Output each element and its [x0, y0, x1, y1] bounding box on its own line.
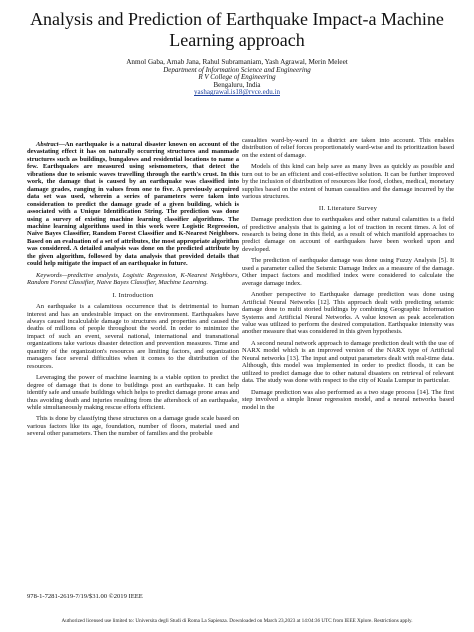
isbn-footer: 978-1-7281-2619-7/19/$31.00 ©2019 IEEE: [27, 593, 143, 600]
intro-paragraph-3: This is done by classifying these structures on a damage grade scale based on various factors like its age, foundation, number of floors, material used and several other parameters. Then the number of families and the probable: [27, 415, 239, 438]
author-block: [60, 59, 414, 97]
section-heading-literature-survey: II. Literature Survey: [318, 204, 378, 212]
author-department: Department of Information Science and Engineering: [163, 65, 311, 74]
paper-title: Analysis and Prediction of Earthquake Impact-a Machine Learning approach: [30, 9, 444, 50]
abstract-text: —An earthquake is a natural disaster known on account of the devastating effect it has on naturally occurring structures and manmade structures such as buildings, bungalows and residential locations to name a few. Earthquakes are measured using seismometers, that detect the vibrations due to seismic waves travelling through the earth's crust. In this work, the damage that is caused by an earthquake was classified into damage grades, ranging in values from one to five. A previously acquired data set was used, wherein a series of parameters were taken into consideration to predict the damage grade of a given building, which is associated with a Unique Identification String. The prediction was done using a survey of existing machine learning classifier algorithms. The machine learning algorithms used in this work were Logistic Regression, Naive Bayes Classifier, Random Forest Classifier and K-Nearest Neighbors. Based on an evaluation of a set of attributes, the most appropriate algorithm was considered. A detailed analysis was done on the predicted attribute by the given algorithm, followed by data analysis that provided details that could help mitigate the impact of an earthquake in future.: [27, 141, 239, 268]
lit-paragraph-1: Damage prediction due to earthquakes and other natural calamities is a field of predictive analysis that is gaining a lot of traction in recent times. A lot of research is being done in this field, as a result of which manifold approaches to predict damage on account of earthquakes have been worked upon and developed.: [242, 216, 454, 253]
license-notice: Authorized licensed use limited to: Universita degli Studi di Roma La Sapienza. Downloaded on March 23,2023 at 14:04:36 UTC from IEEE Xplore. Restrictions apply.: [61, 618, 413, 624]
intro-paragraph-4: casualties ward-by-ward in a district are taken into account. This enables distribution of relief forces proportionately ward-wise and its prioritization based on the extent of damage.: [242, 137, 454, 159]
lit-paragraph-3: Another perspective to Earthquake damage prediction was done using Artificial Neural Networks [12]. This approach dealt with predicting seismic damage done to multi storied buildings by combining Geographic Information Systems and Artificial Neural Networks. A value known as peak acceleration value was utilized to perform the desired computation. Earthquake intensity was another measure that was considered in this given hypothesis.: [242, 291, 454, 336]
section-heading-introduction: I. Introduction: [112, 291, 154, 299]
lit-paragraph-2: The prediction of earthquake damage was done using Fuzzy Analysis [5]. It used a parameter called the Seismic Damage Index as a measure of the damage. Other impact factors and modified index were considered to calculate the average damage index.: [242, 257, 454, 287]
author-city: Bengaluru, India: [213, 80, 261, 89]
intro-paragraph-2: Leveraging the power of machine learning is a viable option to predict the degree of damage that is done to buildings post an earthquake. It can help identify safe and unsafe buildings which helps to predict damage prone areas and thus avoiding death and injuries resulting from the aftershock of an earthquake, while simultaneously making rescue efforts efficient.: [27, 374, 239, 411]
abstract-lead: Abstract: [36, 141, 59, 148]
abstract: [27, 141, 239, 268]
keywords: Keywords—predictive analysis, Logistic Regression, K-Nearest Neighbors, Random Forest Classifier, Naive Bayes Classifier, Machine Learning.: [27, 271, 239, 287]
right-column: [242, 137, 454, 415]
intro-paragraph-5: Models of this kind can help save as many lives as quickly as possible and turn out to be an efficient and cost-effective solution. It can be further improved by the inclusion of distribution of resources like food, clothes, medical, monetary supplies based on the extent of human casualties and the damage incurred by the various structures.: [242, 163, 454, 201]
intro-paragraph-1: An earthquake is a calamitous occurrence that is detrimental to human interest and has an undesirable impact on the environment. Earthquakes have always caused incalculable damage to structures and properties and caused the deaths of millions of people throughout the world. In order to minimize the impact of such an event, several national, international and transnational organizations take various disaster detection and prevention measures. Time and quantity of the organization's resources are limiting factors, and organization managers face several difficulties when it comes to the distribution of the resources.: [27, 303, 239, 370]
author-college: R V College of Engineering: [198, 73, 276, 82]
author-email-link[interactable]: yashagrawal.is18@rvce.edu.in: [194, 88, 280, 97]
author-names: Anmol Gaba, Arnab Jana, Rahul Subramaniam, Yash Agrawal, Merin Meleet: [126, 58, 348, 66]
lit-paragraph-4: A second neural network approach to damage prediction dealt with the use of NARX model which is an improved version of the NARX type of Artificial Neural networks [13]. The input and output parameters dealt with real-time data. Although, this model was implemented in order to predict floods, it can be utilized to predict damage due to other natural disasters on retrieval of relevant data. The study was done with respect to the city of Kuala Lumpur in particular.: [242, 339, 454, 385]
left-column: [27, 141, 239, 442]
lit-paragraph-5: Damage prediction was also performed as a two stage process [14]. The first step involved a simple linear regression model, and a neural networks based model in the: [242, 388, 454, 411]
